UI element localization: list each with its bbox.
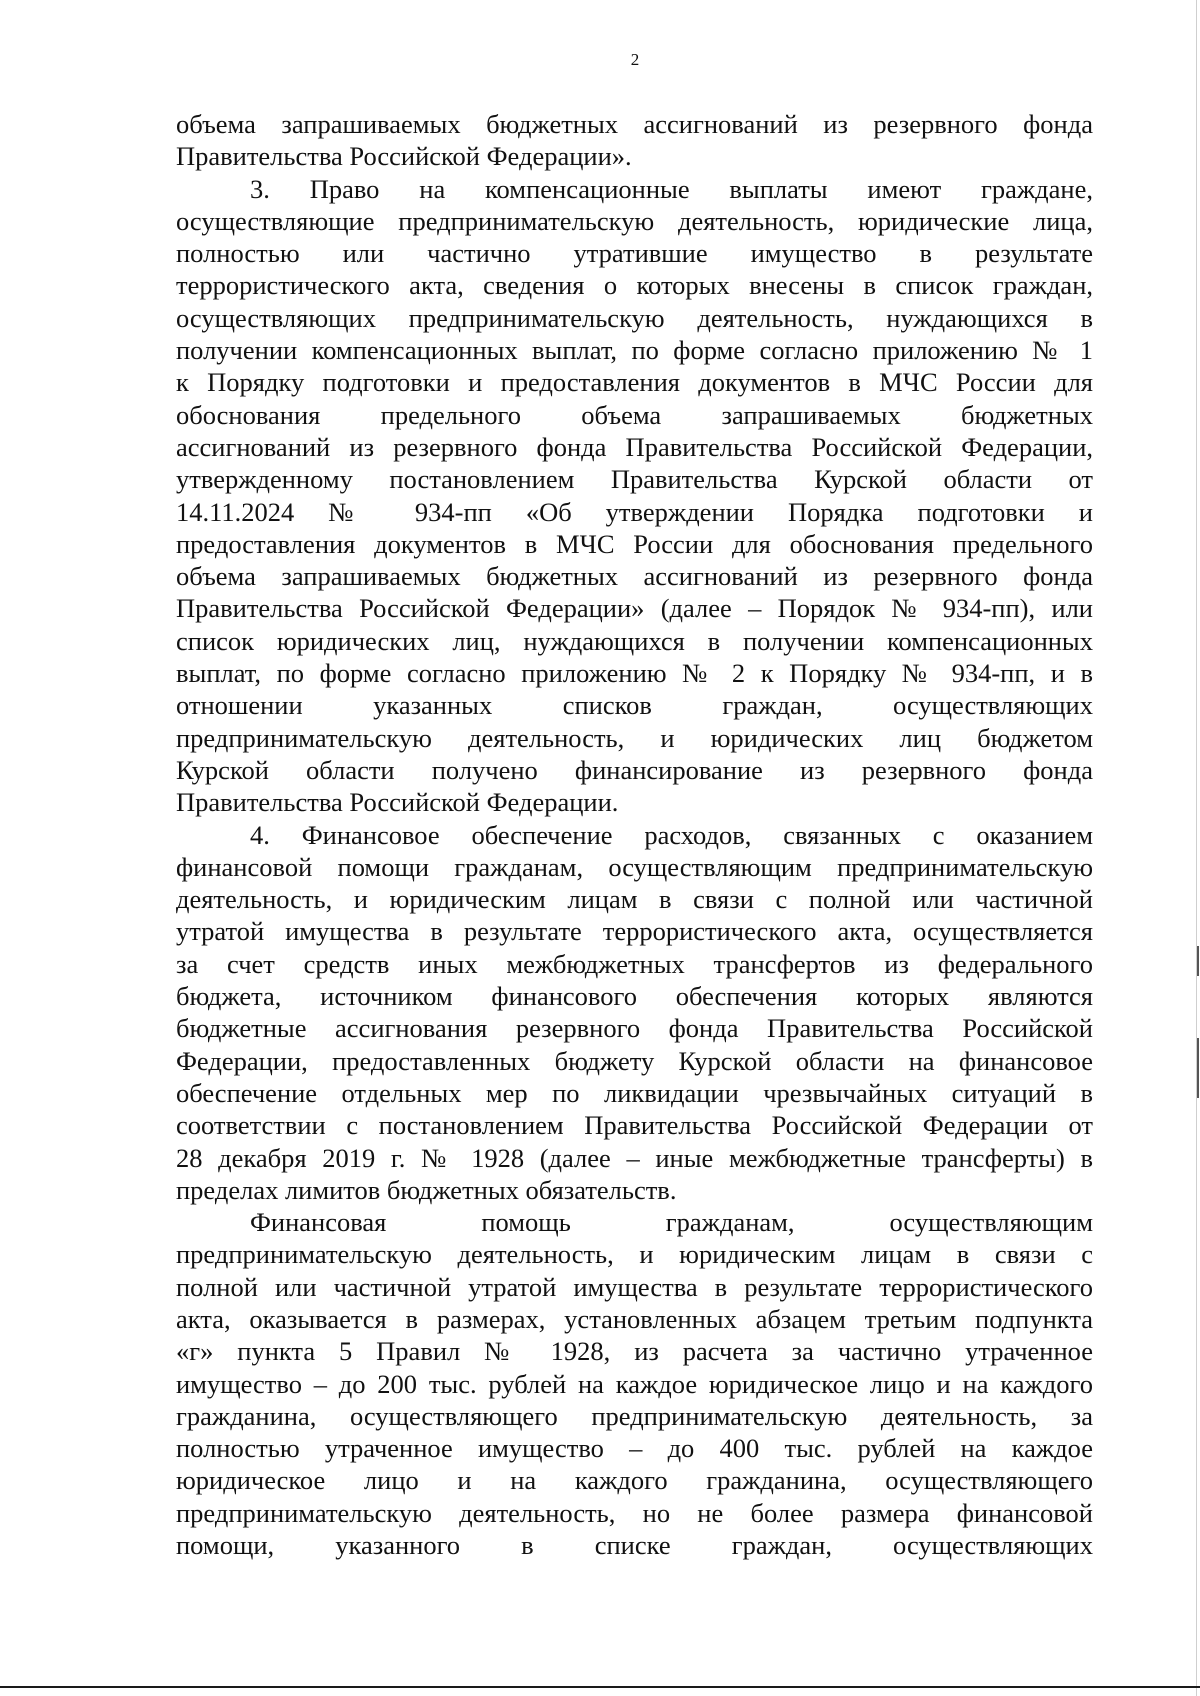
text-line: полной или частичной утратой имущества в результате террористического (176, 1271, 1093, 1302)
text-line: финансовой помощи гражданам, осуществляющим предпринимательскую (176, 851, 1093, 882)
text-line: осуществляющих предпринимательскую деятельность, нуждающихся в (176, 302, 1093, 333)
text-line: Финансовая помощь гражданам, осуществляющим (250, 1207, 1093, 1238)
text-line: обеспечение отдельных мер по ликвидации чрезвычайных ситуаций в (176, 1077, 1093, 1108)
paragraph (176, 173, 1093, 819)
text-line: имущество – до 200 тыс. рублей на каждое юридическое лицо и на каждого (176, 1368, 1093, 1399)
text-line: Федерации, предоставленных бюджету Курской области на финансовое (176, 1045, 1093, 1076)
text-line: к Порядку подготовки и предоставления документов в МЧС России для (176, 367, 1093, 398)
text-line: предпринимательскую деятельность, и юридических лиц бюджетом (176, 722, 1093, 753)
text-line: список юридических лиц, нуждающихся в получении компенсационных (176, 625, 1093, 656)
text-line: Правительства Российской Федерации. (176, 787, 619, 818)
text-line: бюджетные ассигнования резервного фонда Правительства Российской (176, 1013, 1093, 1044)
text-line: «г» пункта 5 Правил № 1928, из расчета за частично утраченное (176, 1336, 1093, 1367)
text-line: осуществляющие предпринимательскую деятельность, юридические лица, (176, 205, 1093, 236)
text-line: обоснования предельного объема запрашиваемых бюджетных (176, 399, 1093, 430)
paragraph (176, 108, 1093, 173)
text-line: полностью утраченное имущество – до 400 тыс. рублей на каждое (176, 1433, 1093, 1464)
text-line: 28 декабря 2019 г. № 1928 (далее – иные межбюджетные трансферты) в (176, 1142, 1093, 1173)
text-line: деятельность, и юридическим лицам в связи с полной или частичной (176, 884, 1093, 915)
paragraph (176, 1206, 1093, 1561)
text-line: 14.11.2024 № 934-пп «Об утверждении Порядка подготовки и (176, 496, 1093, 527)
text-line: юридическое лицо и на каждого гражданина, осуществляющего (176, 1465, 1093, 1496)
text-line: Правительства Российской Федерации». (176, 141, 632, 172)
document-body (176, 108, 1093, 1561)
text-line: ассигнований из резервного фонда Правительства Российской Федерации, (176, 431, 1093, 462)
text-line: утвержденному постановлением Правительства Курской области от (176, 464, 1093, 495)
text-line: утратой имущества в результате террористического акта, осуществляется (176, 916, 1093, 947)
paragraph (176, 819, 1093, 1207)
text-line: Правительства Российской Федерации» (далее – Порядок № 934-пп), или (176, 593, 1093, 624)
text-line: предпринимательскую деятельность, но не более размера финансовой (176, 1497, 1093, 1528)
text-line: полностью или частично утратившие имущество в результате (176, 238, 1093, 269)
text-line: 4. Финансовое обеспечение расходов, связанных с оказанием (250, 819, 1093, 850)
text-line: помощи, указанного в списке граждан, осуществляющих (176, 1530, 1093, 1561)
text-line: акта, оказывается в размерах, установленных абзацем третьим подпункта (176, 1303, 1093, 1334)
text-line: получении компенсационных выплат, по форме согласно приложению № 1 (176, 335, 1093, 366)
text-line: террористического акта, сведения о которых внесены в список граждан, (176, 270, 1093, 301)
scan-edge-bottom (0, 1686, 1200, 1688)
text-line: пределах лимитов бюджетных обязательств. (176, 1174, 677, 1205)
text-line: объема запрашиваемых бюджетных ассигнований из резервного фонда (176, 109, 1093, 139)
text-line: предоставления документов в МЧС России для обоснования предельного (176, 528, 1093, 559)
text-line: за счет средств иных межбюджетных трансфертов из федерального (176, 948, 1093, 979)
page-number: 2 (630, 50, 640, 69)
scan-mark (1197, 946, 1199, 976)
text-line: соответствии с постановлением Правительства Российской Федерации от (176, 1110, 1093, 1141)
text-line: бюджета, источником финансового обеспечения которых являются (176, 981, 1093, 1012)
scan-edge-right (1196, 0, 1197, 1696)
text-line: выплат, по форме согласно приложению № 2 к Порядку № 934-пп, и в (176, 658, 1093, 689)
text-line: отношении указанных списков граждан, осуществляющих (176, 690, 1093, 721)
text-line: объема запрашиваемых бюджетных ассигнований из резервного фонда (176, 561, 1093, 592)
scan-mark (1197, 1038, 1199, 1098)
text-line: Курской области получено финансирование из резервного фонда (176, 754, 1093, 785)
text-line: гражданина, осуществляющего предпринимательскую деятельность, за (176, 1400, 1093, 1431)
text-line: 3. Право на компенсационные выплаты имеют граждане, (250, 173, 1093, 204)
text-line: предпринимательскую деятельность, и юридическим лицам в связи с (176, 1239, 1093, 1270)
